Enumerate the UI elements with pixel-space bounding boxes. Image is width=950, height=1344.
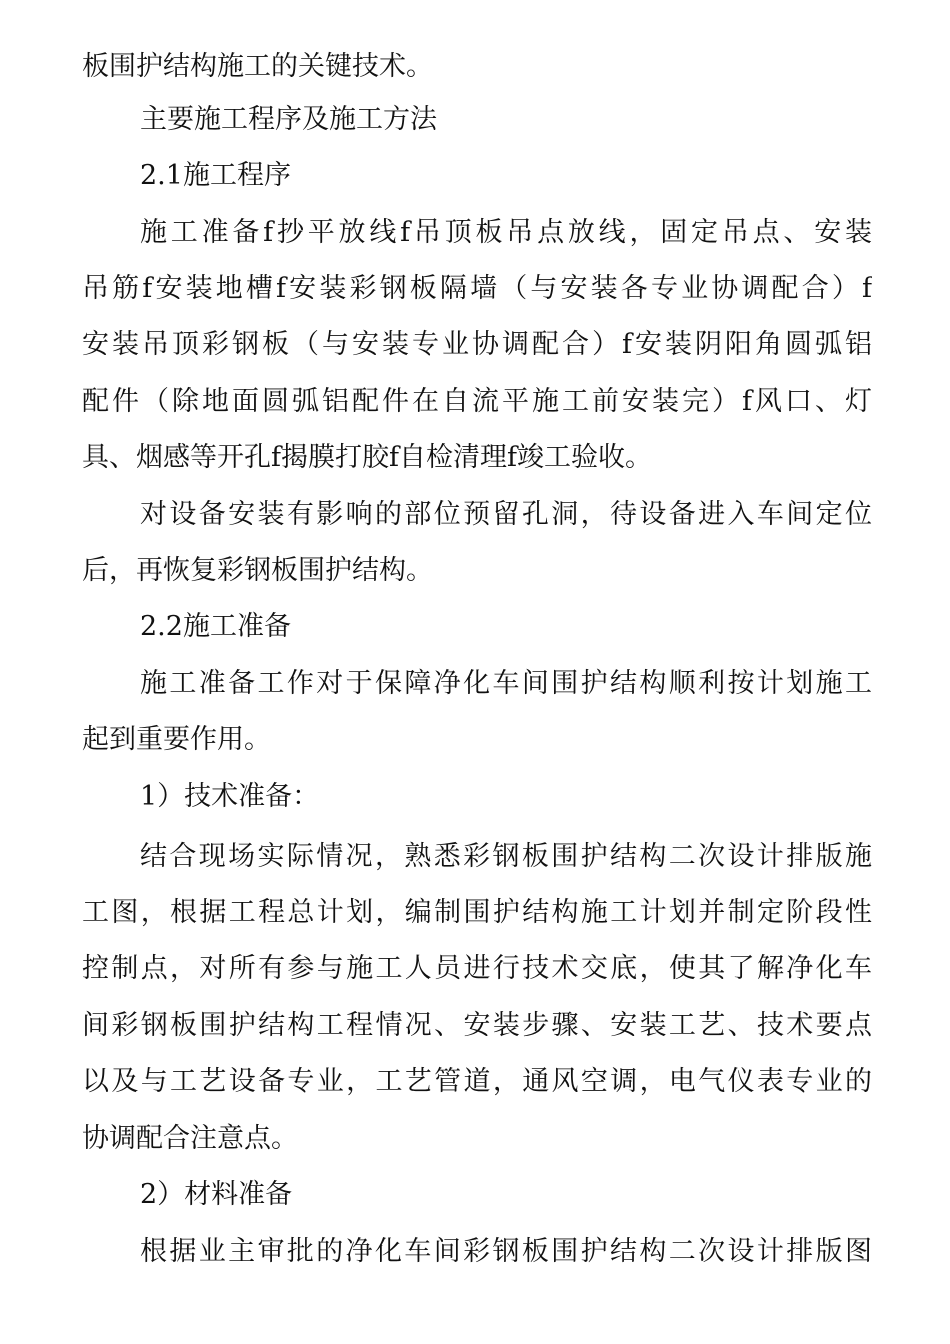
paragraph-line: 起到重要作用。	[82, 724, 271, 755]
paragraph-line: 工图，根据工程总计划，编制围护结构施工计划并制定阶段性	[82, 897, 872, 928]
paragraph-line: 结合现场实际情况，熟悉彩钢板围护结构二次设计排版施	[140, 841, 872, 872]
paragraph-line: 对设备安装有影响的部位预留孔洞，待设备进入车间定位	[140, 499, 872, 530]
paragraph-line: 安装吊顶彩钢板（与安装专业协调配合）f安装阴阳角圆弧铝	[82, 329, 872, 360]
paragraph-line: 配件（除地面圆弧铝配件在自流平施工前安装完）f风口、灯	[82, 386, 872, 417]
text-line-continuation: 板围护结构施工的关键技术。	[82, 51, 433, 82]
paragraph-line: 间彩钢板围护结构工程情况、安装步骤、安装工艺、技术要点	[82, 1010, 872, 1041]
subheading-material-preparation: 2）材料准备	[140, 1179, 293, 1210]
subheading-technical-preparation: 1）技术准备：	[140, 781, 320, 812]
paragraph-line: 施工准备工作对于保障净化车间围护结构顺利按计划施工	[140, 668, 872, 699]
paragraph-line: 后，再恢复彩钢板围护结构。	[82, 555, 433, 586]
paragraph-line: 施工准备f抄平放线f吊顶板吊点放线，固定吊点、安装	[140, 217, 872, 248]
section-heading-2-2: 2.2施工准备	[140, 611, 291, 642]
paragraph-line: 具、烟感等开孔f揭膜打胶f自检清理f竣工验收。	[82, 442, 652, 473]
paragraph-line: 协调配合注意点。	[82, 1123, 298, 1154]
paragraph-line: 吊筋f安装地槽f安装彩钢板隔墙（与安装各专业协调配合）f	[82, 273, 872, 304]
section-heading-main: 主要施工程序及施工方法	[140, 104, 437, 135]
paragraph-line: 以及与工艺设备专业，工艺管道，通风空调，电气仪表专业的	[82, 1066, 872, 1097]
paragraph-line: 控制点，对所有参与施工人员进行技术交底，使其了解净化车	[82, 953, 872, 984]
paragraph-line: 根据业主审批的净化车间彩钢板围护结构二次设计排版图	[140, 1236, 872, 1267]
section-heading-2-1: 2.1施工程序	[140, 160, 291, 191]
